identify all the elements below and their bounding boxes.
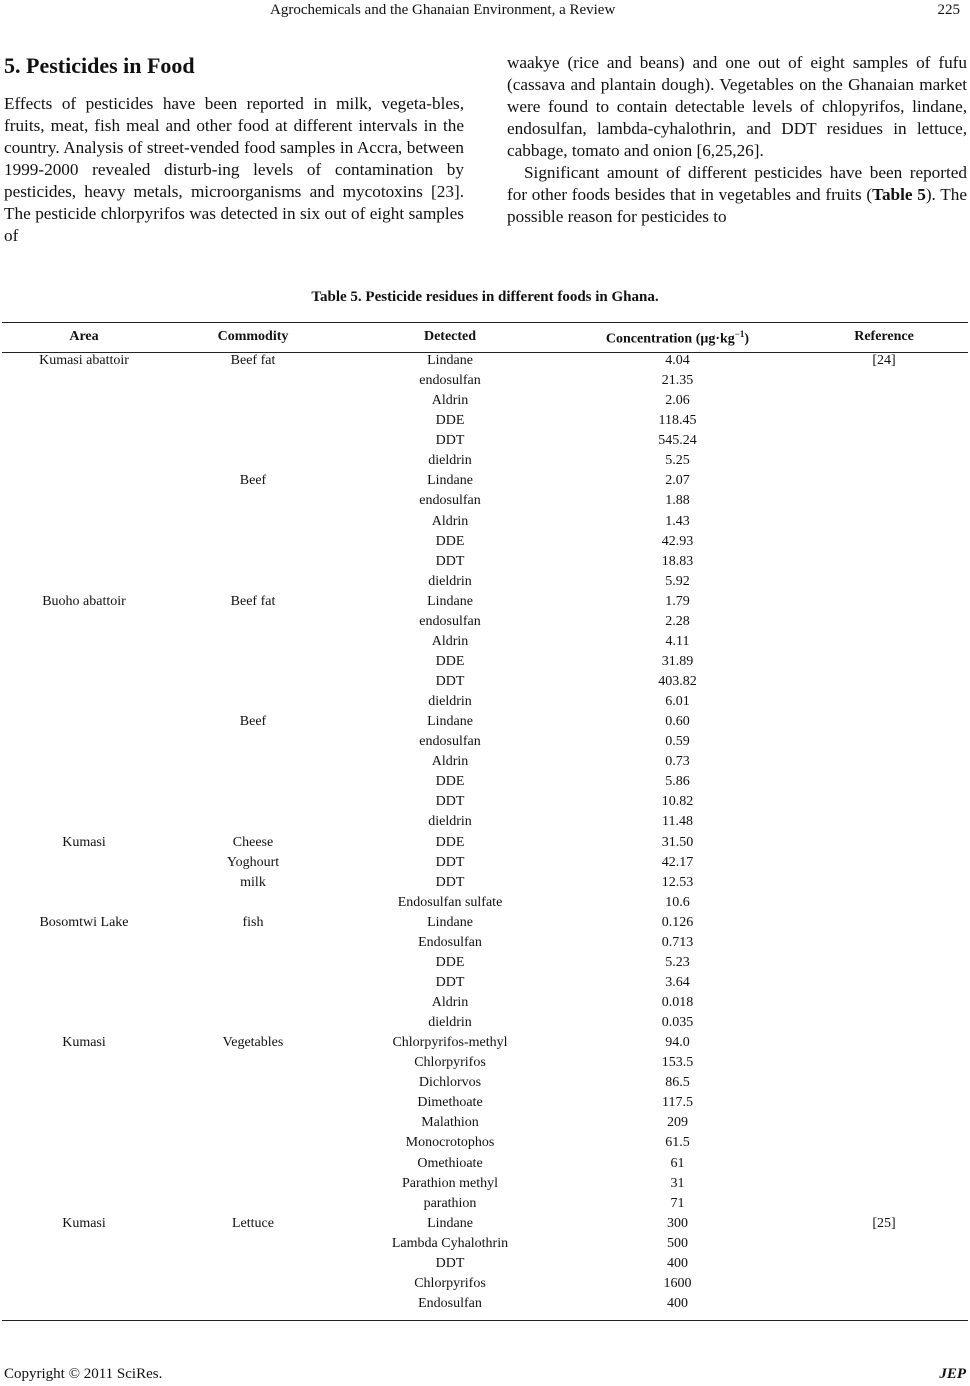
- cell-detected: dieldrin: [428, 574, 472, 589]
- table-caption: Table 5. Pesticide residues in different foods in Ghana.: [311, 289, 659, 305]
- cell-detected: dieldrin: [428, 1015, 472, 1030]
- table-row: [0, 1176, 970, 1196]
- header-area: Area: [69, 329, 99, 344]
- table-row: [0, 995, 970, 1015]
- cell-detected: Malathion: [421, 1115, 479, 1130]
- table-row: [0, 1055, 970, 1075]
- header-concentration-close: ): [744, 331, 750, 347]
- cell-detected: Endosulfan: [418, 935, 482, 950]
- table-row: [0, 1075, 970, 1095]
- table-row: [0, 574, 970, 594]
- cell-detected: parathion: [423, 1196, 477, 1211]
- cell-concentration: 0.713: [661, 935, 694, 950]
- cell-concentration: 94.0: [665, 1035, 690, 1050]
- cell-concentration: 2.06: [665, 393, 690, 408]
- table-row: [0, 774, 970, 794]
- cell-detected: Dimethoate: [417, 1095, 483, 1110]
- table-row: [0, 534, 970, 554]
- table-row: [0, 1095, 970, 1115]
- table-row: [0, 493, 970, 513]
- cell-concentration: 0.59: [665, 734, 690, 749]
- cell-concentration: 61.5: [665, 1135, 690, 1150]
- table-row: [0, 814, 970, 834]
- cell-commodity: Beef fat: [230, 594, 276, 609]
- cell-concentration: 0.018: [661, 995, 694, 1010]
- table-row: [0, 1196, 970, 1216]
- cell-concentration: 117.5: [662, 1095, 693, 1110]
- cell-detected: DDT: [435, 554, 465, 569]
- cell-concentration: 18.83: [661, 554, 694, 569]
- table-row: [0, 955, 970, 975]
- cell-detected: Aldrin: [431, 393, 469, 408]
- cell-concentration: 86.5: [665, 1075, 690, 1090]
- table-row: [0, 1296, 970, 1316]
- cell-concentration: 5.23: [665, 955, 690, 970]
- cell-detected: dieldrin: [428, 814, 472, 829]
- cell-concentration: 5.86: [665, 774, 690, 789]
- header-concentration-text: Concentration (μg·kg: [605, 331, 735, 347]
- cell-concentration: 31: [670, 1176, 685, 1191]
- right-paragraph-2: [507, 162, 967, 228]
- table-row: [0, 1236, 970, 1256]
- journal-abbrev: JEP: [939, 1366, 966, 1382]
- cell-detected: Lindane: [427, 915, 473, 930]
- cell-concentration: 4.04: [665, 353, 690, 368]
- table-row: [0, 634, 970, 654]
- cell-detected: endosulfan: [419, 614, 481, 629]
- cell-concentration: 42.93: [661, 534, 694, 549]
- cell-area: Kumasi abattoir: [39, 353, 129, 368]
- cell-detected: endosulfan: [419, 493, 481, 508]
- table-row: [0, 453, 970, 473]
- cell-commodity: Lettuce: [232, 1216, 274, 1231]
- cell-concentration: 1.79: [665, 594, 690, 609]
- copyright: Copyright © 2011 SciRes.: [4, 1366, 163, 1382]
- cell-concentration: 209: [667, 1115, 688, 1130]
- cell-detected: DDT: [435, 875, 465, 890]
- table-row: [0, 373, 970, 393]
- table-row: [0, 895, 970, 915]
- cell-detected: Lambda Cyhalothrin: [391, 1236, 509, 1251]
- table-row: [0, 975, 970, 995]
- cell-concentration: 300: [667, 1216, 688, 1231]
- cell-detected: DDE: [435, 835, 465, 850]
- table-reference: Table 5: [872, 185, 926, 204]
- table-row: [0, 674, 970, 694]
- cell-concentration: 545.24: [658, 433, 697, 448]
- left-paragraph: Effects of pesticides have been reported in milk, vegeta-bles, fruits, meat, fish meal and other food at different intervals in the country. Analysis of street-vended food samples in Accra, between 1999-2000 revealed disturb-ing levels of contamination by pesticides, heavy metals, microorganisms and mycotoxins [23]. The pesticide chlorpyrifos was detected in six out of eight samples of: [4, 94, 464, 245]
- cell-detected: Lindane: [427, 594, 473, 609]
- table-row: [0, 754, 970, 774]
- cell-detected: Lindane: [427, 714, 473, 729]
- cell-concentration: 0.035: [661, 1015, 694, 1030]
- cell-commodity: fish: [242, 915, 264, 930]
- table-header-row: [0, 329, 970, 349]
- cell-concentration: 10.82: [661, 794, 694, 809]
- section-heading: 5. Pesticides in Food: [4, 53, 195, 78]
- cell-commodity: Beef: [239, 473, 267, 488]
- cell-concentration: 42.17: [661, 855, 694, 870]
- table-row: [0, 794, 970, 814]
- cell-concentration: 403.82: [658, 674, 697, 689]
- header-commodity: Commodity: [217, 329, 289, 344]
- table-row: [0, 855, 970, 875]
- cell-concentration: 31.50: [661, 835, 694, 850]
- table-row: [0, 1256, 970, 1276]
- cell-concentration: 118.45: [658, 413, 697, 428]
- cell-detected: DDT: [435, 674, 465, 689]
- table-row: [0, 1115, 970, 1135]
- table-row: [0, 514, 970, 534]
- cell-detected: Aldrin: [431, 634, 469, 649]
- right-column: [507, 52, 967, 228]
- table-row: [0, 393, 970, 413]
- table-row: [0, 875, 970, 895]
- table-row: [0, 1035, 970, 1055]
- cell-detected: Chlorpyrifos: [414, 1276, 486, 1291]
- cell-concentration: 10.6: [665, 895, 690, 910]
- cell-area: Kumasi: [62, 1035, 106, 1050]
- right-paragraph-2-end: ). The possible reason for pesticides to: [507, 185, 967, 226]
- cell-concentration: 0.60: [665, 714, 690, 729]
- cell-detected: Lindane: [427, 353, 473, 368]
- cell-detected: Lindane: [427, 473, 473, 488]
- cell-detected: DDT: [435, 433, 465, 448]
- cell-concentration: 11.48: [662, 814, 693, 829]
- table-row: [0, 473, 970, 493]
- cell-concentration: 4.11: [665, 634, 690, 649]
- cell-detected: DDT: [435, 855, 465, 870]
- cell-concentration: 1.88: [665, 493, 690, 508]
- table-row: [0, 1156, 970, 1176]
- running-header: [0, 0, 970, 22]
- cell-detected: Endosulfan: [418, 1296, 482, 1311]
- cell-concentration: 5.25: [665, 453, 690, 468]
- cell-reference: [24]: [872, 353, 896, 368]
- cell-concentration: 61: [670, 1156, 685, 1171]
- cell-commodity: Beef: [239, 714, 267, 729]
- cell-detected: DDE: [435, 774, 465, 789]
- table-row: [0, 654, 970, 674]
- cell-detected: endosulfan: [419, 373, 481, 388]
- table-row: [0, 1276, 970, 1296]
- table-row: [0, 714, 970, 734]
- cell-area: Bosomtwi Lake: [39, 915, 129, 930]
- cell-detected: Monocrotophos: [405, 1135, 495, 1150]
- cell-concentration: 21.35: [661, 373, 694, 388]
- header-concentration: [560, 329, 795, 348]
- cell-concentration: 2.07: [665, 473, 690, 488]
- table-row: [0, 413, 970, 433]
- cell-detected: DDT: [435, 1256, 465, 1271]
- cell-detected: DDT: [435, 794, 465, 809]
- table-row: [0, 614, 970, 634]
- table-row: [0, 1135, 970, 1155]
- cell-detected: DDE: [435, 654, 465, 669]
- table-row: [0, 734, 970, 754]
- cell-concentration: 400: [667, 1296, 688, 1311]
- header-reference: Reference: [854, 329, 914, 344]
- cell-concentration: 153.5: [661, 1055, 694, 1070]
- header-concentration-sup: −1: [734, 329, 745, 339]
- cell-area: Buoho abattoir: [42, 594, 126, 609]
- cell-detected: DDE: [435, 534, 465, 549]
- cell-detected: Parathion methyl: [401, 1176, 499, 1191]
- cell-concentration: 5.92: [665, 574, 690, 589]
- cell-detected: DDE: [435, 955, 465, 970]
- cell-concentration: 0.126: [661, 915, 694, 930]
- table-row: [0, 1015, 970, 1035]
- cell-commodity: Yoghourt: [226, 855, 280, 870]
- cell-commodity: milk: [240, 875, 266, 890]
- cell-concentration: 71: [670, 1196, 685, 1211]
- cell-commodity: Vegetables: [222, 1035, 284, 1050]
- cell-detected: endosulfan: [419, 734, 481, 749]
- cell-detected: Lindane: [427, 1216, 473, 1231]
- cell-concentration: 1600: [663, 1276, 692, 1291]
- cell-commodity: Cheese: [232, 835, 274, 850]
- table-row: [0, 554, 970, 574]
- right-paragraph-1: waakye (rice and beans) and one out of eight samples of fufu (cassava and plantain dough). Vegetables on the Ghanaian market were found to contain detectable levels of chlopyrifos, lindane, endosulfan, lambda-cyhalothrin, and DDT residues in lettuce, cabbage, tomato and onion [6,25,26].: [507, 53, 967, 160]
- cell-detected: Aldrin: [431, 514, 469, 529]
- table-row: [0, 835, 970, 855]
- cell-detected: Endosulfan sulfate: [397, 895, 503, 910]
- cell-detected: Chlorpyrifos: [414, 1055, 486, 1070]
- cell-detected: DDT: [435, 975, 465, 990]
- table-bottom-rule: [2, 1320, 968, 1321]
- cell-concentration: 1.43: [665, 514, 690, 529]
- header-detected: Detected: [423, 329, 477, 344]
- table-top-rule: [2, 322, 968, 323]
- cell-detected: Aldrin: [431, 754, 469, 769]
- cell-concentration: 2.28: [665, 614, 690, 629]
- cell-concentration: 500: [667, 1236, 688, 1251]
- table-row: [0, 1216, 970, 1236]
- left-column: [4, 52, 464, 247]
- table-row: [0, 694, 970, 714]
- table-row: [0, 935, 970, 955]
- running-title: Agrochemicals and the Ghanaian Environment, a Review: [270, 2, 616, 18]
- cell-detected: Omethioate: [417, 1156, 483, 1171]
- cell-reference: [25]: [872, 1216, 896, 1231]
- cell-area: Kumasi: [62, 1216, 106, 1231]
- page-number: 225: [937, 2, 960, 18]
- cell-commodity: Beef fat: [230, 353, 276, 368]
- cell-detected: Chlorpyrifos-methyl: [392, 1035, 508, 1050]
- cell-concentration: 3.64: [665, 975, 690, 990]
- cell-concentration: 12.53: [661, 875, 694, 890]
- cell-concentration: 400: [667, 1256, 688, 1271]
- table-row: [0, 353, 970, 373]
- cell-detected: Aldrin: [431, 995, 469, 1010]
- cell-detected: dieldrin: [428, 694, 472, 709]
- table-row: [0, 915, 970, 935]
- table-row: [0, 594, 970, 614]
- cell-detected: Dichlorvos: [418, 1075, 482, 1090]
- cell-concentration: 31.89: [661, 654, 694, 669]
- cell-detected: dieldrin: [428, 453, 472, 468]
- cell-area: Kumasi: [62, 835, 106, 850]
- cell-concentration: 0.73: [665, 754, 690, 769]
- table-row: [0, 433, 970, 453]
- cell-detected: DDE: [435, 413, 465, 428]
- right-paragraph-2-start: Significant amount of different pesticides have been reported for other foods besides that in vegetables and fruits (: [507, 163, 967, 204]
- cell-concentration: 6.01: [665, 694, 690, 709]
